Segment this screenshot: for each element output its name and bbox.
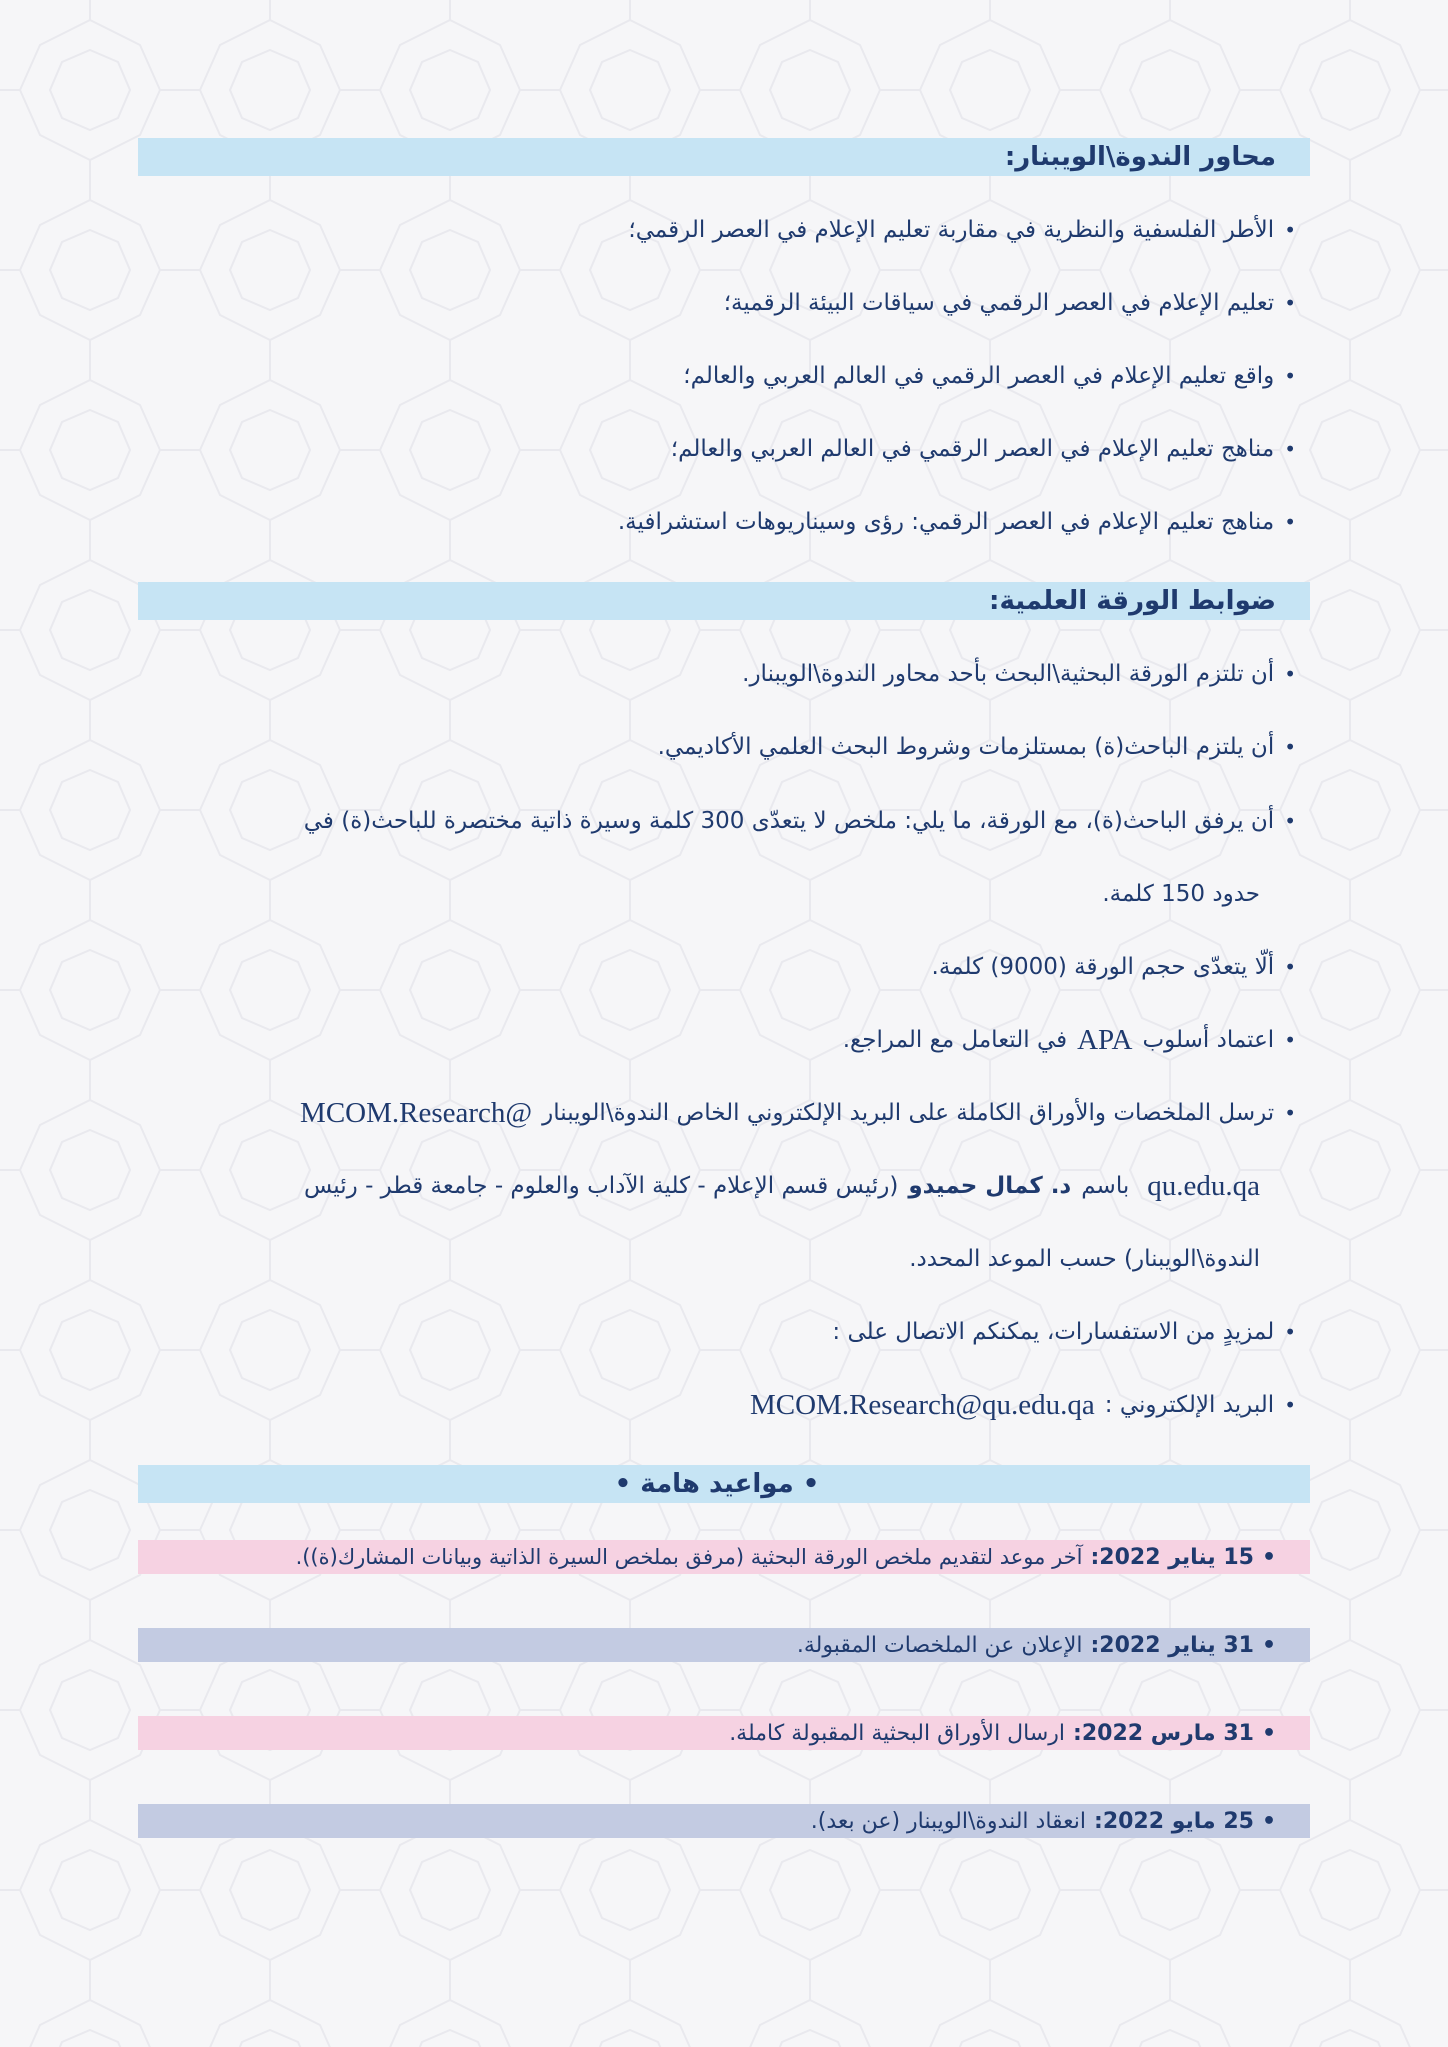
rules-item-text: أن تلتزم الورقة البحثية\البحث بأحد محاور الندوة\الويبنار. <box>742 661 1275 687</box>
bullet-icon: • <box>1261 1632 1276 1658</box>
bullet-icon: • <box>1261 1808 1276 1834</box>
rules-item-1 <box>742 657 1296 691</box>
rules-title: ضوابط الورقة العلمية: <box>989 586 1276 616</box>
axes-item-text: مناهج تعليم الإعلام في العصر الرقمي في العالم العربي والعالم؛ <box>670 436 1275 462</box>
bullet-icon: • <box>1284 510 1296 534</box>
date-description: الإعلان عن الملخصات المقبولة. <box>796 1632 1083 1658</box>
axes-item-text: واقع تعليم الإعلام في العصر الرقمي في العالم العربي والعالم؛ <box>683 363 1275 389</box>
axes-item-4 <box>671 432 1296 466</box>
axes-item-2 <box>724 286 1296 320</box>
rules-item-text: أن يرفق الباحث(ة)، مع الورقة، ما يلي: ملخص لا يتعدّى 300 كلمة وسيرة ذاتية مختصرة للباحث(ة) في <box>303 808 1275 834</box>
bullet-icon: • <box>1284 809 1296 833</box>
apa-style-label: APA <box>1077 1024 1133 1056</box>
date-row-3 <box>138 1716 1310 1750</box>
axes-item-text: الأطر الفلسفية والنظرية في مقاربة تعليم الإعلام في العصر الرقمي؛ <box>628 217 1275 243</box>
axes-item-text: مناهج تعليم الإعلام في العصر الرقمي: رؤى وسيناريوهات استشرافية. <box>617 509 1275 535</box>
rules-item-text: حدود 150 كلمة. <box>1102 881 1260 907</box>
bullet-icon: • <box>1284 291 1296 315</box>
rules-item-5 <box>843 1023 1296 1057</box>
rules-item-8 <box>750 1388 1296 1422</box>
rules-item-3 <box>304 804 1296 838</box>
date-row-2 <box>138 1628 1310 1662</box>
bullet-icon: • <box>1284 364 1296 388</box>
rules-item-6-cont-1 <box>304 1169 1260 1203</box>
rules-item-4 <box>932 950 1296 984</box>
rules-item-2 <box>658 730 1296 764</box>
email-part-2: qu.edu.qa <box>1147 1170 1260 1202</box>
bullet-icon: • <box>1284 735 1296 759</box>
bullet-icon: • <box>1284 437 1296 461</box>
bullet-icon: • <box>1284 1393 1296 1417</box>
rules-item-text: في التعامل مع المراجع. <box>842 1027 1068 1053</box>
date-item <box>811 1809 1276 1834</box>
rules-item-text: الندوة\الويبنار) حسب الموعد المحدد. <box>909 1246 1260 1272</box>
email-part-1: MCOM.Research@ <box>300 1097 533 1129</box>
date-label: 25 مايو 2022: <box>1094 1808 1254 1834</box>
contact-name: د. كمال حميدو <box>908 1173 1072 1199</box>
rules-item-7 <box>832 1315 1296 1349</box>
date-description: انعقاد الندوة\الويبنار (عن بعد). <box>810 1808 1086 1834</box>
bullet-icon: • <box>1284 662 1296 686</box>
rules-header-band <box>138 582 1310 620</box>
date-row-1 <box>138 1540 1310 1574</box>
rules-item-text: باسم <box>1081 1173 1130 1199</box>
dates-header-band <box>138 1465 1310 1503</box>
bullet-icon: • <box>1284 1320 1296 1344</box>
rules-item-text: ترسل الملخصات والأوراق الكاملة على البريد الإلكتروني الخاص الندوة\الويبنار <box>542 1100 1275 1126</box>
contact-email-link[interactable]: MCOM.Research@qu.edu.qa <box>749 1389 1095 1421</box>
date-item <box>729 1721 1276 1746</box>
bullet-icon: • <box>1284 1028 1296 1052</box>
axes-item-5 <box>618 505 1296 539</box>
axes-item-3 <box>683 359 1296 393</box>
axes-item-text: تعليم الإعلام في العصر الرقمي في سياقات البيئة الرقمية؛ <box>723 290 1275 316</box>
axes-title: محاور الندوة\الويبنار: <box>1004 142 1276 172</box>
bullet-icon: • <box>1284 955 1296 979</box>
date-item <box>296 1545 1276 1570</box>
rules-item-6-cont-2 <box>909 1242 1260 1276</box>
email-label: البريد الإلكتروني : <box>1104 1392 1275 1418</box>
rules-item-text: اعتماد أسلوب <box>1142 1027 1275 1053</box>
rules-item-text: لمزيدٍ من الاستفسارات، يمكنكم الاتصال على : <box>832 1319 1275 1345</box>
date-item <box>797 1633 1276 1658</box>
axes-header-band <box>138 138 1310 176</box>
rules-item-6 <box>300 1096 1296 1130</box>
date-label: 31 يناير 2022: <box>1090 1632 1254 1658</box>
date-description: آخر موعد لتقديم ملخص الورقة البحثية (مرفق بملخص السيرة الذاتية وبيانات المشارك(ة)). <box>295 1545 1083 1569</box>
dates-title: • مواعيد هامة • <box>614 1469 820 1499</box>
date-description: ارسال الأوراق البحثية المقبولة كاملة. <box>729 1720 1066 1746</box>
date-label: 15 يناير 2022: <box>1090 1544 1254 1570</box>
rules-item-3-cont <box>1102 877 1260 911</box>
rules-item-text: أن يلتزم الباحث(ة) بمستلزمات وشروط البحث العلمي الأكاديمي. <box>657 734 1275 760</box>
date-label: 31 مارس 2022: <box>1073 1720 1254 1746</box>
rules-item-text: ألّا يتعدّى حجم الورقة (9000) كلمة. <box>931 954 1275 980</box>
bullet-icon: • <box>1284 218 1296 242</box>
date-row-4 <box>138 1804 1310 1838</box>
bullet-icon: • <box>1261 1720 1276 1746</box>
bullet-icon: • <box>1261 1544 1276 1570</box>
rules-item-text: (رئيس قسم الإعلام - كلية الآداب والعلوم - جامعة قطر - رئيس <box>303 1173 899 1199</box>
bullet-icon: • <box>1284 1101 1296 1125</box>
axes-item-1 <box>628 213 1296 247</box>
